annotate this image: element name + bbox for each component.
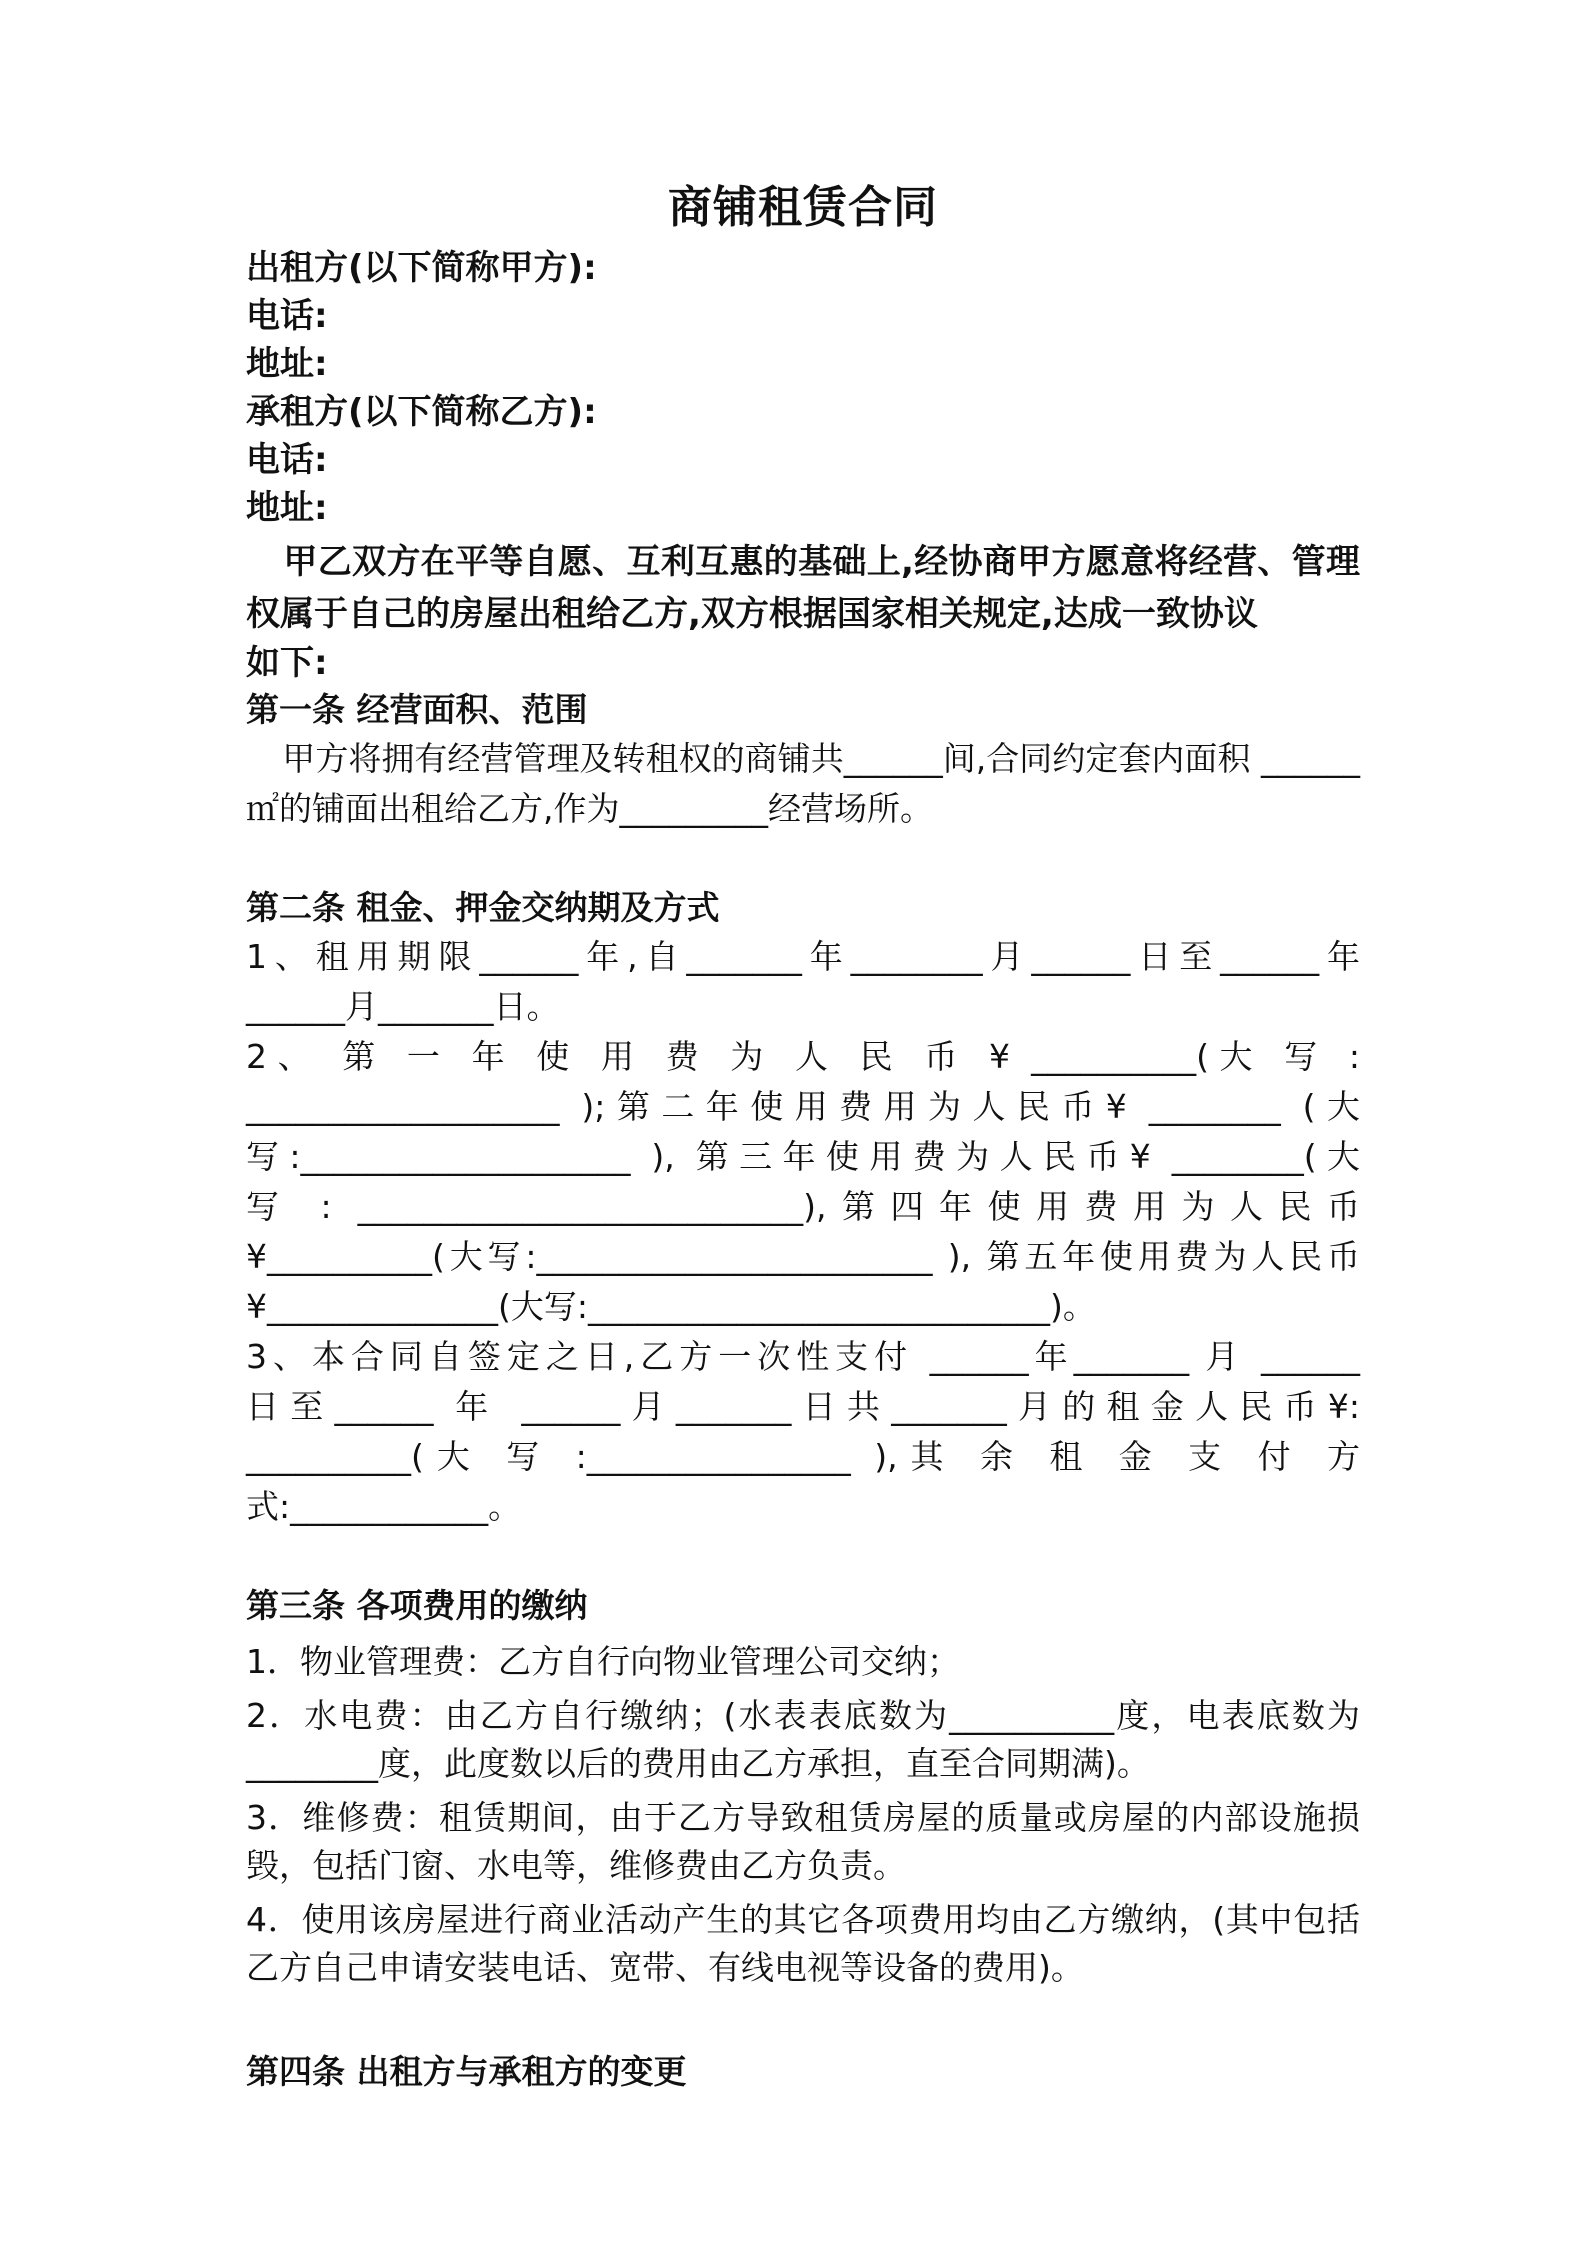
article-2-line: __________(大 写 :________________ ),其 余 租 金 支 付 方 <box>246 1437 1360 1476</box>
article-2-line: 3、本合同自签定之日,乙方一次性支付 ______年_______ 月 ______ <box>246 1337 1360 1376</box>
contract-page <box>246 178 1360 2096</box>
article-3-item: 3．维修费：租赁期间，由于乙方导致租赁房屋的质量或房屋的内部设施损毁，包括门窗、水电等，维修费由乙方负责。 <box>246 1798 1360 1885</box>
article-2-line: 写 : ___________________________),第四年使用费用为人民币 <box>246 1187 1360 1226</box>
article-1-heading: 第一条 经营面积、范围 <box>246 690 588 729</box>
lessee-phone-line: 电话: <box>246 440 328 480</box>
lessor-address-line: 地址: <box>246 344 328 384</box>
article-1-text: 甲方将拥有经营管理及转租权的商铺共______间,合同约定套内面积 ______㎡的铺面出租给乙方,作为_________经营场所。 <box>246 739 1360 828</box>
article-3-heading: 第三条 各项费用的缴纳 <box>246 1586 588 1625</box>
lessee-address-line: 地址: <box>246 488 328 528</box>
article-2-body <box>246 932 1360 1532</box>
article-2-line: 1、租用期限______年,自_______年________月______日至______年 <box>246 937 1360 976</box>
article-2-line: ¥______________(大写:____________________________)。 <box>246 1287 1096 1326</box>
lessor-phone-line: 电话: <box>246 296 328 336</box>
section-gap <box>246 834 1360 884</box>
article-2-line: ______月_______日。 <box>246 987 560 1026</box>
article-4-heading: 第四条 出租方与承租方的变更 <box>246 2052 687 2091</box>
article-3-item: 4．使用该房屋进行商业活动产生的其它各项费用均由乙方缴纳，(其中包括乙方自己申请安装电话、宽带、有线电视等设备的费用)。 <box>246 1900 1360 1987</box>
lessee-line: 承租方(以下简称乙方): <box>246 392 597 432</box>
article-2-line: 写:____________________ ), 第三年使用费为人民币¥ ________(大 <box>246 1137 1360 1176</box>
article-2-line: 日至______ 年 ______月_______日共_______月的租金人民币¥: <box>246 1387 1360 1426</box>
section-gap <box>246 1998 1360 2048</box>
intro-paragraph: 甲乙双方在平等自愿、互利互惠的基础上,经协商甲方愿意将经营、管理权属于自己的房屋出租给乙方,双方根据国家相关规定,达成一致协议 <box>246 542 1360 634</box>
document-title: 商铺租赁合同 <box>668 182 938 233</box>
article-2-line: ¥__________(大写:________________________ ), 第五年使用费为人民币 <box>246 1237 1360 1276</box>
section-gap <box>246 1630 1360 1638</box>
lessor-line: 出租方(以下简称甲方): <box>246 248 597 288</box>
article-2-heading: 第二条 租金、押金交纳期及方式 <box>246 888 720 927</box>
article-2-line: 2、 第 一 年 使 用 费 为 人 民 币 ¥ __________(大 写 : <box>246 1037 1360 1076</box>
article-2-line: ___________________ );第二年使用费用为人民币¥ ________ (大 <box>246 1087 1360 1126</box>
section-gap <box>246 1532 1360 1582</box>
article-3-item: 2．水电费：由乙方自行缴纳；(水表表底数为__________度，电表底数为________度，此度数以后的费用由乙方承担，直至合同期满)。 <box>246 1696 1360 1783</box>
intro-paragraph-end: 如下: <box>246 643 328 683</box>
article-2-line: 式:____________。 <box>246 1487 522 1526</box>
article-3-item: 1．物业管理费：乙方自行向物业管理公司交纳； <box>246 1642 960 1681</box>
